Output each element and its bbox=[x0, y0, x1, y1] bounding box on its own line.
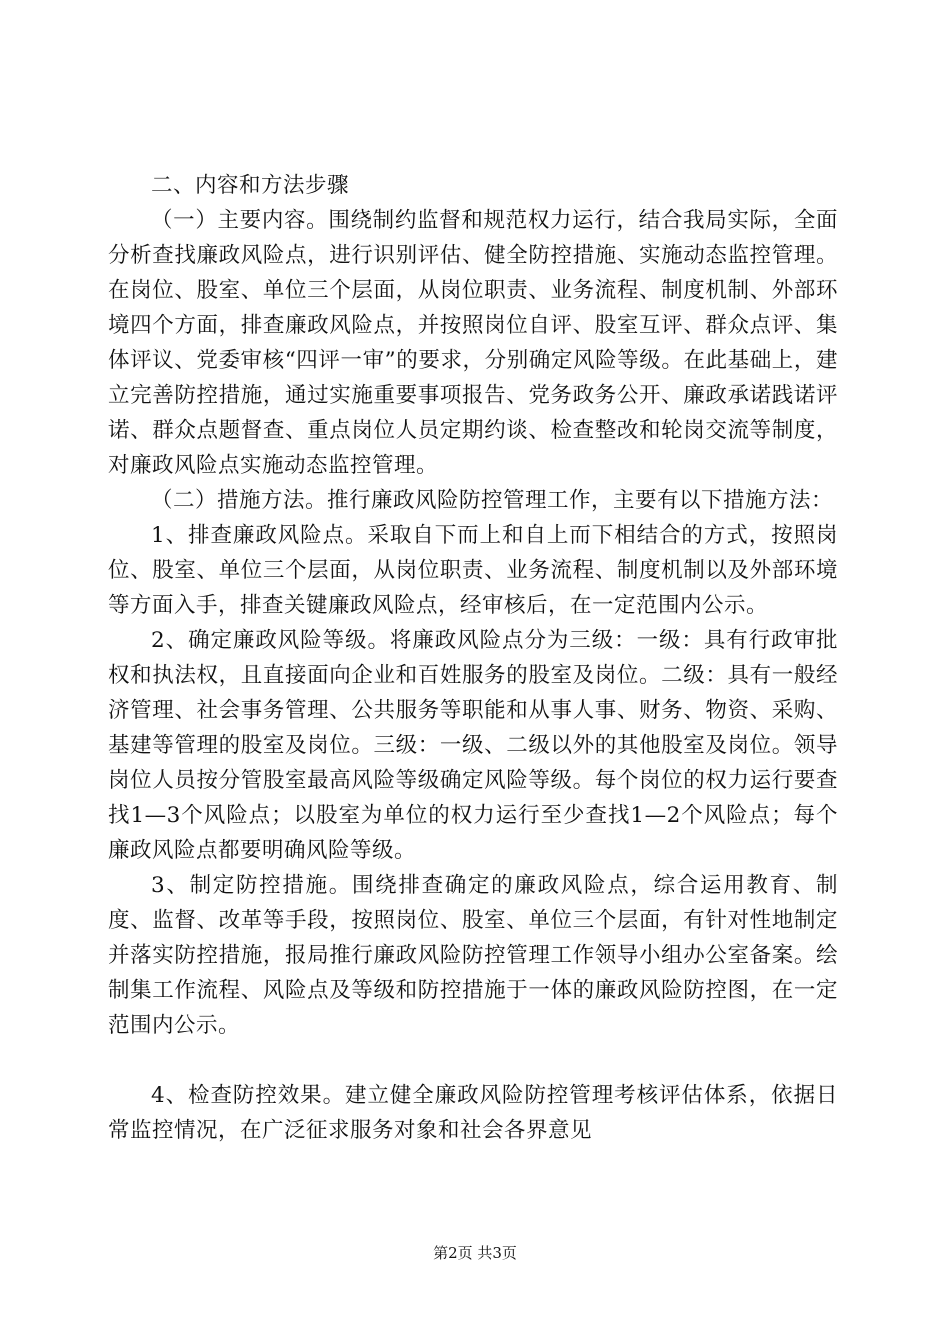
section-heading: 二、内容和方法步骤 bbox=[151, 173, 350, 198]
document-body bbox=[108, 168, 838, 1148]
page-number: 第2页 共3页 bbox=[433, 1244, 517, 1262]
paragraph-item-3: 3、制定防控措施。围绕排查确定的廉政风险点，综合运用教育、制度、监督、改革等手段，按照岗位、股室、单位三个层面，有针对性地制定并落实防控措施，报局推行廉政风险防控管理工作领导小组办公室备案。绘制集工作流程、风险点及等级和防控措施于一体的廉政风险防控图，在一定范围内公示。 bbox=[108, 873, 838, 1038]
paragraph-item-4: 4、检查防控效果。建立健全廉政风险防控管理考核评估体系，依据日常监控情况，在广泛征求服务对象和社会各界意见 bbox=[108, 1083, 838, 1143]
paragraph-item-2: 2、确定廉政风险等级。将廉政风险点分为三级：一级：具有行政审批权和执法权，且直接面向企业和百姓服务的股室及岗位。二级：具有一般经济管理、社会事务管理、公共服务等职能和从事人事、财务、物资、采购、基建等管理的股室及岗位。三级：一级、二级以外的其他股室及岗位。领导岗位人员按分管股室最高风险等级确定风险等级。每个岗位的权力运行要查找1—3个风险点；以股室为单位的权力运行至少查找1—2个风险点；每个廉政风险点都要明确风险等级。 bbox=[108, 628, 838, 863]
paragraph-main-content: （一）主要内容。围绕制约监督和规范权力运行，结合我局实际，全面分析查找廉政风险点，进行识别评估、健全防控措施、实施动态监控管理。在岗位、股室、单位三个层面，从岗位职责、业务流程、制度机制、外部环境四个方面，排查廉政风险点，并按照岗位自评、股室互评、群众点评、集体评议、党委审核“四评一审”的要求，分别确定风险等级。在此基础上，建立完善防控措施，通过实施重要事项报告、党务政务公开、廉政承诺践诺评诺、群众点题督查、重点岗位人员定期约谈、检查整改和轮岗交流等制度，对廉政风险点实施动态监控管理。 bbox=[108, 208, 838, 478]
paragraph-measures-intro: （二）措施方法。推行廉政风险防控管理工作，主要有以下措施方法： bbox=[151, 488, 834, 513]
page-footer bbox=[0, 1242, 950, 1263]
paragraph-item-1: 1、排查廉政风险点。采取自下而上和自上而下相结合的方式，按照岗位、股室、单位三个层面，从岗位职责、业务流程、制度机制以及外部环境等方面入手，排查关键廉政风险点，经审核后，在一定范围内公示。 bbox=[108, 523, 838, 618]
